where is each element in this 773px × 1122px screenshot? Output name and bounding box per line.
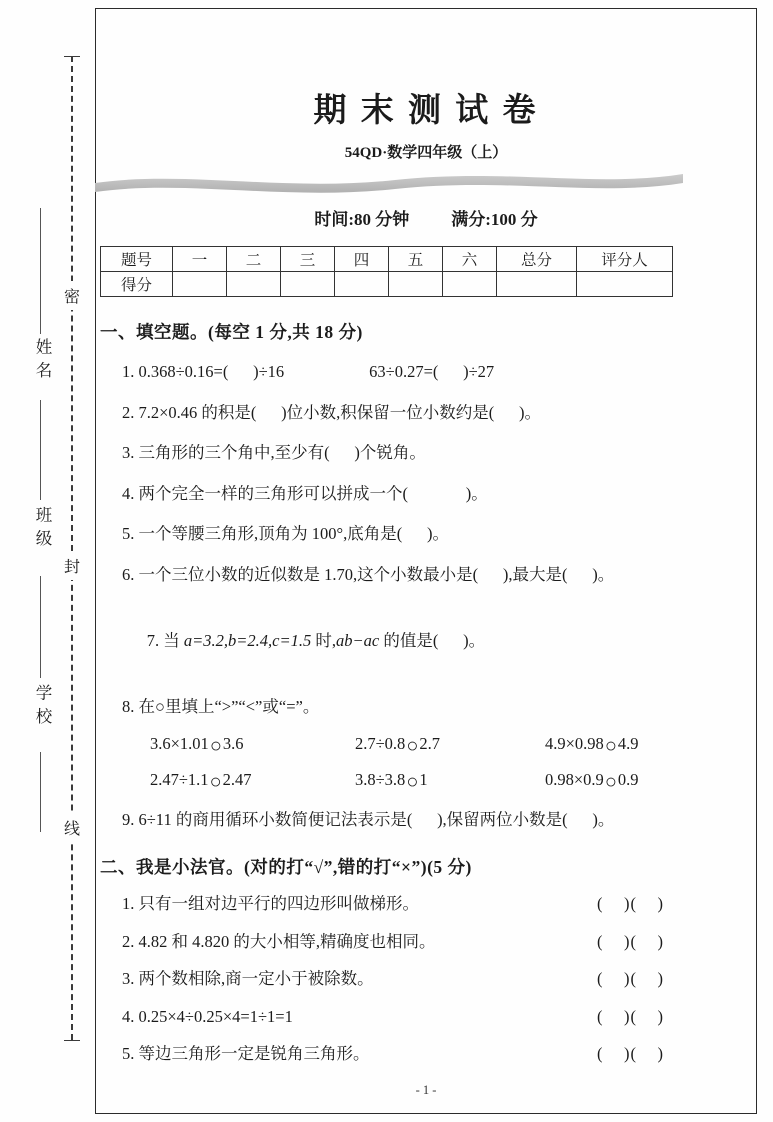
header-cell-6: 六 (443, 247, 497, 272)
seal-line-bottom-tick (64, 1040, 80, 1041)
page-number: - 1 - (415, 1083, 437, 1097)
section-1-heading: 一、填空题。(每空 1 分,共 18 分) (100, 322, 363, 342)
comparison-right: 3.6 (222, 733, 244, 753)
answer-parens: ( )( ) (597, 1044, 664, 1064)
comparison-item (355, 770, 545, 792)
question-4: 4. 两个完全一样的三角形可以拼成一个( )。 (122, 483, 488, 503)
section-2-heading: 二、我是小法官。(对的打“√”,错的打“×”)(5 分) (100, 857, 472, 878)
exam-meta (100, 205, 752, 230)
question-6: 6. 一个三位小数的近似数是 1.70,这个小数最小是( ),最大是( )。 (122, 564, 615, 584)
time-info: 时间:80 分钟 (314, 210, 410, 229)
comparison-circle: ○ (604, 734, 617, 757)
header-cell-2: 二 (227, 247, 281, 272)
score-blank-cell (227, 272, 281, 297)
score-blank-cell (281, 272, 335, 297)
score-row (101, 272, 673, 297)
comparison-circle: ○ (209, 770, 222, 793)
comparison-right: 4.9 (617, 733, 639, 753)
question-8-row-1 (100, 734, 752, 756)
judge-item (100, 1041, 752, 1067)
comparison-left: 2.47÷1.1 (150, 769, 209, 789)
header-cell-3: 三 (281, 247, 335, 272)
school-write-line (40, 752, 41, 832)
answer-parens: ( )( ) (597, 969, 664, 989)
score-label-cell: 得分 (101, 272, 173, 297)
name-write-line (40, 400, 41, 500)
score-table-header-row (101, 247, 673, 272)
score-blank-cell (443, 272, 497, 297)
seal-char-feng: 封 (62, 551, 82, 580)
school-label: 学校 (33, 684, 52, 731)
comparison-circle: ○ (209, 734, 222, 757)
question-2: 2. 7.2×0.46 的积是( )位小数,积保留一位小数约是( )。 (122, 402, 542, 422)
comparison-item (355, 734, 545, 756)
judge-item (100, 929, 752, 955)
seal-char-mi: 密 (62, 281, 82, 310)
comparison-left: 4.9×0.98 (545, 733, 604, 753)
score-blank-cell (497, 272, 577, 297)
comparison-item (150, 734, 355, 756)
question-1-left: 1. 0.368÷0.16=( )÷16 (122, 362, 285, 381)
question-8-heading: 8. 在○里填上“>”“<”或“=”。 (122, 697, 320, 717)
question-7-expression: ab−ac (335, 630, 380, 650)
comparison-circle: ○ (604, 770, 617, 793)
question-7-variables: a=3.2,b=2.4,c=1.5 (183, 630, 312, 650)
header-cell-1: 一 (173, 247, 227, 272)
header-cell-5: 五 (389, 247, 443, 272)
decorative-wave-ribbon (95, 167, 683, 197)
judge-text: 3. 两个数相除,商一定小于被除数。 (122, 969, 374, 989)
judge-text: 1. 只有一组对边平行的四边形叫做梯形。 (122, 894, 419, 914)
class-write-line (40, 576, 41, 678)
comparison-left: 0.98×0.9 (545, 769, 604, 789)
answer-parens: ( )( ) (597, 931, 664, 951)
score-blank-cell (577, 272, 673, 297)
full-score-info: 满分:100 分 (451, 210, 538, 229)
question-7-pre: 7. 当 (146, 630, 184, 650)
judge-text: 2. 4.82 和 4.820 的大小相等,精确度也相同。 (122, 931, 436, 951)
name-label: 姓名 (33, 338, 52, 385)
question-9: 9. 6÷11 的商用循环小数简便记法表示是( ),保留两位小数是( )。 (122, 809, 615, 829)
score-blank-cell (173, 272, 227, 297)
header-cell-grader: 评分人 (577, 247, 673, 272)
question-3: 3. 三角形的三个角中,至少有( )个锐角。 (122, 443, 426, 463)
question-5: 5. 一个等腰三角形,顶角为 100°,底角是( )。 (122, 524, 449, 544)
answer-parens: ( )( ) (597, 894, 664, 914)
score-blank-cell (335, 272, 389, 297)
score-table (100, 246, 673, 297)
answer-parens: ( )( ) (597, 1006, 664, 1026)
comparison-item (150, 770, 355, 792)
comparison-left: 3.6×1.01 (150, 733, 209, 753)
judge-item (100, 966, 752, 992)
header-cell-4: 四 (335, 247, 389, 272)
seal-char-xian: 线 (62, 813, 82, 842)
question-7-mid: 时, (311, 630, 336, 650)
judge-item (100, 891, 752, 917)
question-7-post: 的值是( )。 (379, 630, 486, 650)
question-1-right: 63÷0.27=( )÷27 (369, 362, 495, 381)
question-8-row-2 (100, 770, 752, 792)
main-content (100, 10, 752, 1098)
question-7 (100, 602, 752, 679)
class-label: 班级 (33, 506, 52, 553)
exam-subtitle: 54QD·数学四年级（上） (344, 145, 508, 161)
exam-title: 期 末 测 试 卷 (313, 93, 539, 129)
judge-text: 5. 等边三角形一定是锐角三角形。 (122, 1044, 370, 1064)
seal-dashed-line (71, 56, 73, 1040)
comparison-right: 1 (419, 769, 428, 789)
comparison-item (545, 770, 752, 792)
comparison-left: 2.7÷0.8 (355, 733, 406, 753)
score-blank-cell (389, 272, 443, 297)
header-cell-tihao: 题号 (101, 247, 173, 272)
comparison-item (545, 734, 752, 756)
judge-text: 4. 0.25×4÷0.25×4=1÷1=1 (122, 1006, 293, 1026)
comparison-right: 0.9 (617, 769, 639, 789)
comparison-circle: ○ (406, 770, 419, 793)
write-line (40, 208, 41, 334)
question-1 (100, 359, 752, 385)
header-cell-total: 总分 (497, 247, 577, 272)
comparison-circle: ○ (406, 734, 419, 757)
comparison-right: 2.47 (222, 769, 252, 789)
comparison-left: 3.8÷3.8 (355, 769, 406, 789)
seal-line-top-tick (64, 56, 80, 57)
judge-item (100, 1004, 752, 1030)
comparison-right: 2.7 (419, 733, 441, 753)
